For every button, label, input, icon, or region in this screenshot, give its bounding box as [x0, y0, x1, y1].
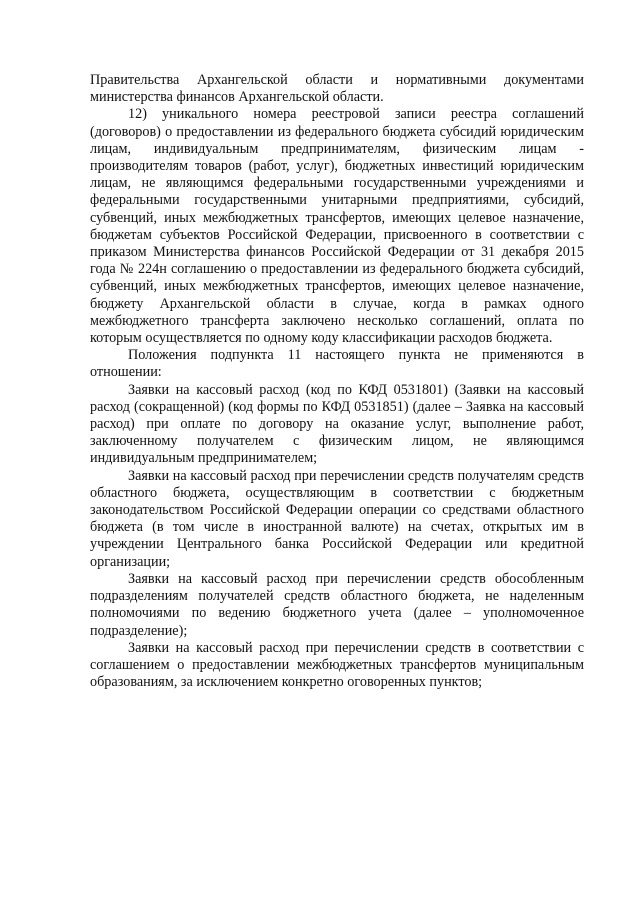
paragraph-exception-4: Заявки на кассовый расход при перечислении средств в соответствии с соглашением о предоставлении межбюджетных трансфертов муниципальным образованиям, за исключением конкретно оговоренных пунктов;: [90, 639, 584, 691]
paragraph-exception-2: Заявки на кассовый расход при перечислении средств получателям средств областного бюджета, осуществляющим в соответствии с бюджетным законодательством Российской Федерации операции со средствами областного бюджета (в том числе в иностранной валюте) на счетах, открытых им в учреждении Центрального банка Российской Федерации или кредитной организации;: [90, 467, 584, 570]
paragraph-continuation: Правительства Архангельской области и нормативными документами министерства финансов Архангельской области.: [90, 72, 584, 106]
paragraph-exceptions-intro: Положения подпункта 11 настоящего пункта не применяются в отношении:: [90, 347, 584, 381]
paragraph-item-12: 12) уникального номера реестровой записи реестра соглашений (договоров) о предоставлении из федерального бюджета субсидий юридическим лицам, индивидуальным предпринимателям, физическим лицам - производителям товаров (работ, услуг), бюджетных инвестиций юридическим лицам, не являющимся федеральными государственными учреждениями и федеральными государственными унитарными предприятиями, субсидий, субвенций, иных межбюджетных трансфертов, имеющих целевое назначение, бюджетам субъектов Российской Федерации, присвоенного в соответствии с приказом Министерства финансов Российской Федерации от 31 декабря 2015 года № 224н соглашению о предоставлении из федерального бюджета субсидий, субвенций, иных межбюджетных трансфертов, имеющих целевое назначение, бюджету Архангельской области в случае, когда в рамках одного межбюджетного трансферта заключено несколько соглашений, оплата по которым осуществляется по одному коду классификации расходов бюджета.: [90, 106, 584, 347]
paragraph-exception-1: Заявки на кассовый расход (код по КФД 0531801) (Заявки на кассовый расход (сокращенной) (код формы по КФД 0531851) (далее – Заявка на кассовый расход) при оплате по договору на оказание услуг, выполнение работ, заключенному получателем с физическим лицом, не являющимся индивидуальным предпринимателем;: [90, 381, 584, 467]
paragraph-exception-3: Заявки на кассовый расход при перечислении средств обособленным подразделениям получателей средств областного бюджета, не наделенным полномочиями по ведению бюджетного учета (далее – уполномоченное подразделение);: [90, 570, 584, 639]
document-page: [90, 72, 584, 691]
